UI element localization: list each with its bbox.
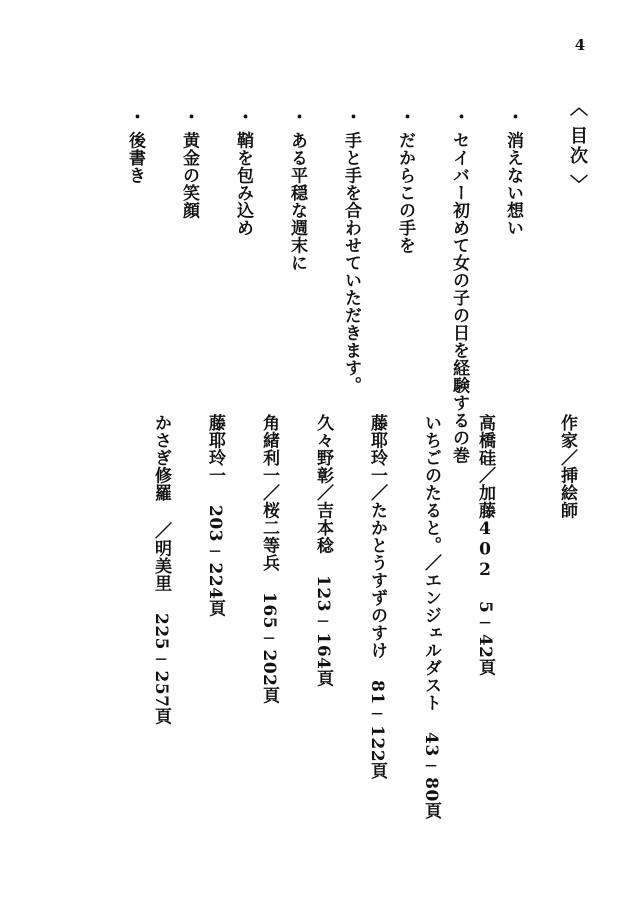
chapter-title-text: セイバー初めて女の子の日を経験するの巻: [449, 131, 469, 464]
page-end: 164: [313, 632, 333, 669]
chapter-title-text: だからこの手を: [395, 131, 415, 254]
page-start: 165: [259, 592, 279, 629]
chapter-title: [392, 108, 418, 254]
page-number: 4: [574, 36, 586, 54]
credit-entry: [256, 414, 282, 704]
chapter-title-text: 鞘を包み込め: [233, 131, 253, 237]
chapter-bullet: ・: [395, 108, 415, 126]
page-suffix: 頁: [313, 669, 333, 687]
page-start: 5: [475, 601, 495, 614]
page-range: 81─122頁: [367, 679, 387, 780]
page-suffix: 頁: [205, 599, 225, 617]
credit-entry: [202, 414, 228, 617]
page-end: 224: [205, 562, 225, 599]
page-start: 203: [205, 504, 225, 542]
chapter-title: [284, 108, 310, 272]
chapter-bullet: ・: [287, 108, 307, 126]
credit-authors: 藤耶玲一／たかとうすずのすけ: [367, 414, 387, 659]
page-end: 202: [259, 649, 279, 687]
chapter-title-text: 手と手を合わせていただきます。: [341, 131, 361, 394]
page-suffix: 頁: [367, 761, 387, 780]
page-range: 5─42頁: [475, 601, 495, 677]
chapter-title: [446, 108, 472, 464]
credit-authors: 高橋硅／加藤402: [475, 414, 495, 581]
page-suffix: 頁: [475, 658, 495, 677]
credit-entry: [364, 414, 390, 779]
page-range: 203─224頁: [205, 504, 225, 617]
chapter-title: [230, 108, 256, 237]
page-range: 123─164頁: [313, 574, 333, 687]
page-start: 81: [367, 679, 387, 705]
credit-entry: [418, 414, 444, 819]
chapter-title: [122, 108, 148, 184]
chapter-title-text: 消えない想い: [503, 131, 523, 237]
chapter-title: [176, 108, 202, 219]
chapter-title-text: 後書き: [125, 131, 145, 184]
credits-header: 作家／挿絵師: [557, 414, 577, 519]
page-range: 225─257頁: [151, 612, 171, 725]
page-end: 257: [151, 670, 171, 707]
page-end: 42: [475, 633, 495, 659]
credit-authors: かさぎ修羅 ／明美里: [151, 414, 171, 592]
chapter-bullet: ・: [125, 108, 145, 126]
chapter-title-text: ある平穏な週末に: [287, 131, 307, 272]
page-start: 123: [313, 574, 333, 612]
credit-authors: 角緒利一／桜二等兵: [259, 414, 279, 572]
chapter-bullet: ・: [503, 108, 523, 126]
page-suffix: 頁: [421, 801, 441, 820]
credit-authors: 久々野彰／吉本稔: [313, 414, 333, 554]
page-start: 225: [151, 612, 171, 650]
page-end: 80: [421, 777, 441, 802]
page-range: 43─80頁: [421, 732, 441, 820]
credit-entry: [472, 414, 498, 676]
page-end: 122: [367, 724, 387, 762]
chapter-title-text: 黄金の笑顔: [179, 131, 199, 219]
page-start: 43: [421, 732, 441, 757]
credit-entry: [310, 414, 336, 687]
chapter-title: [500, 108, 526, 237]
chapter-bullet: ・: [341, 108, 361, 126]
credit-authors: 藤耶玲一: [205, 414, 225, 484]
chapter-title: [338, 108, 364, 394]
toc-header: 〈 目次 〉: [567, 98, 588, 195]
chapter-bullet: ・: [233, 108, 253, 126]
credit-authors: いちごのたると。／エンジェルダスト: [421, 414, 441, 712]
chapter-bullet: ・: [179, 108, 199, 126]
page-range: 165─202頁: [259, 592, 279, 704]
chapter-bullet: ・: [449, 108, 469, 126]
page-suffix: 頁: [151, 707, 171, 725]
credit-entry: [148, 414, 174, 725]
page-suffix: 頁: [259, 686, 279, 704]
